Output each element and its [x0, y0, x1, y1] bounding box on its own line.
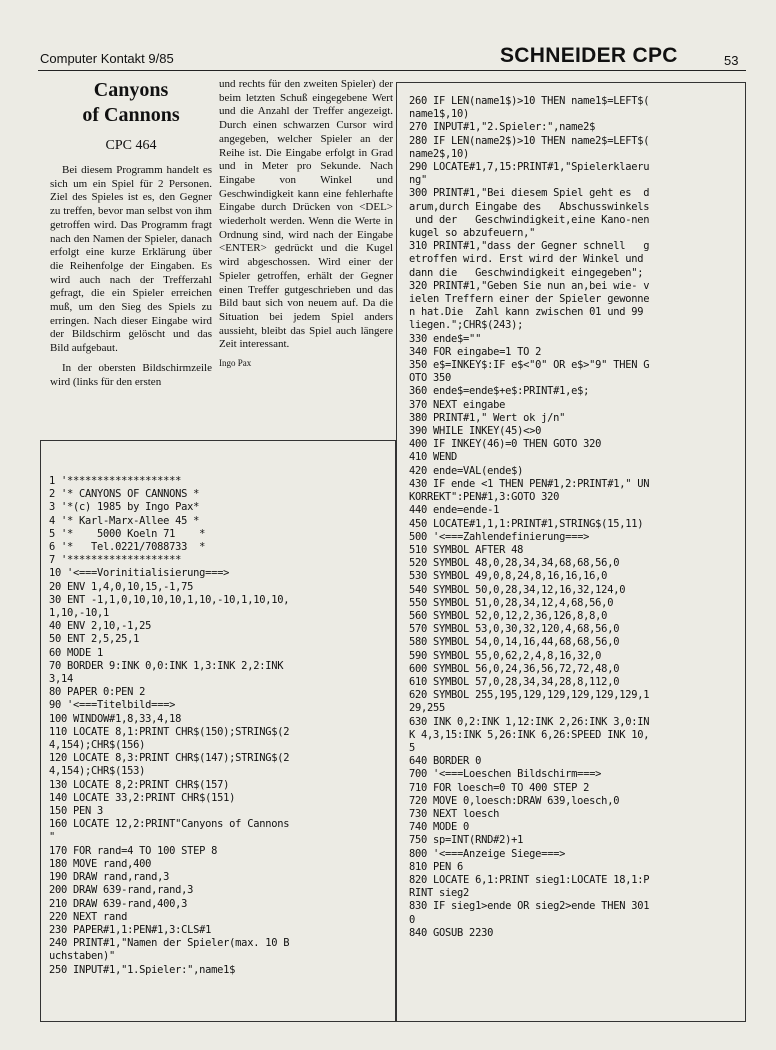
- code-line: 110 LOCATE 8,1:PRINT CHR$(150);STRING$(2: [49, 725, 290, 738]
- code-line: 290 LOCATE#1,7,15:PRINT#1,"Spielerklaeru: [409, 161, 650, 174]
- code-line: 270 INPUT#1,"2.Spieler:",name2$: [409, 121, 596, 134]
- code-line: 430 IF ende <1 THEN PEN#1,2:PRINT#1," UN: [409, 477, 650, 490]
- code-line: 730 NEXT loesch: [409, 807, 500, 820]
- code-line: 1,10,-10,1: [49, 607, 110, 620]
- code-line: 3 '*(c) 1985 by Ingo Pax*: [49, 501, 200, 514]
- code-line: 140 LOCATE 33,2:PRINT CHR$(151): [49, 791, 236, 804]
- code-line: 7 '*******************: [49, 554, 182, 567]
- code-line: OTO 350: [409, 372, 452, 385]
- code-line: 200 DRAW 639-rand,rand,3: [49, 884, 194, 897]
- code-line: 820 LOCATE 6,1:PRINT sieg1:LOCATE 18,1:P: [409, 873, 650, 886]
- code-line: 150 PEN 3: [49, 805, 104, 818]
- code-line: 6 '* Tel.0221/7088733 *: [49, 541, 206, 554]
- code-line: 3,14: [49, 673, 74, 686]
- code-line: 2 '* CANYONS OF CANNONS *: [49, 488, 200, 501]
- code-line: 340 FOR eingabe=1 TO 2: [409, 345, 542, 358]
- code-line: 450 LOCATE#1,1,1:PRINT#1,STRING$(15,11): [409, 517, 644, 530]
- code-line: 60 MODE 1: [49, 646, 104, 659]
- code-line: 310 PRINT#1,"dass der Gegner schnell g: [409, 240, 650, 253]
- code-line: KORREKT":PEN#1,3:GOTO 320: [409, 491, 560, 504]
- code-line: 190 DRAW rand,rand,3: [49, 871, 170, 884]
- code-line: arum,durch Eingabe des Abschusswinkels: [409, 200, 650, 213]
- header-rule: [38, 70, 746, 71]
- code-line: 4,154);CHR$(153): [49, 765, 146, 778]
- code-line: 50 ENT 2,5,25,1: [49, 633, 140, 646]
- code-line: 220 NEXT rand: [49, 910, 128, 923]
- code-line: 320 PRINT#1,"Geben Sie nun an,bei wie- v: [409, 279, 650, 292]
- code-line: 410 WEND: [409, 451, 458, 464]
- code-line: 620 SYMBOL 255,195,129,129,129,129,129,1: [409, 689, 650, 702]
- code-line: 510 SYMBOL AFTER 48: [409, 543, 524, 556]
- code-listing-left: [49, 475, 289, 977]
- article-column-2: [219, 78, 393, 368]
- code-line: 40 ENV 2,10,-1,25: [49, 620, 152, 633]
- code-line: 100 WINDOW#1,8,33,4,18: [49, 712, 182, 725]
- code-line: 580 SYMBOL 54,0,14,16,44,68,68,56,0: [409, 636, 620, 649]
- section-title: SCHNEIDER CPC: [500, 44, 678, 67]
- author-name: Ingo Pax: [219, 358, 252, 369]
- code-line: 330 ende$="": [409, 332, 482, 345]
- code-line: 390 WHILE INKEY(45)<>0: [409, 425, 542, 438]
- code-line: ": [49, 831, 56, 844]
- code-line: name2$,10): [409, 147, 470, 160]
- code-line: 540 SYMBOL 50,0,28,34,12,16,32,124,0: [409, 583, 626, 596]
- code-line: 180 MOVE rand,400: [49, 857, 152, 870]
- code-line: 10 '<===Vorinitialisierung===>: [49, 567, 230, 580]
- code-line: liegen.";CHR$(243);: [409, 319, 524, 332]
- code-line: 70 BORDER 9:INK 0,0:INK 1,3:INK 2,2:INK: [49, 659, 284, 672]
- code-line: 590 SYMBOL 55,0,62,2,4,8,16,32,0: [409, 649, 602, 662]
- code-line: n hat.Die Zahl kann zwischen 01 und 99: [409, 306, 644, 319]
- code-line: 5 '* 5000 Koeln 71 *: [49, 527, 206, 540]
- code-line: 0: [409, 913, 416, 926]
- code-line: etroffen wird. Erst wird der Winkel und: [409, 253, 644, 266]
- listing-box-left: [40, 440, 396, 1022]
- code-line: 80 PAPER 0:PEN 2: [49, 686, 146, 699]
- code-line: name1$,10): [409, 108, 470, 121]
- code-line: 210 DRAW 639-rand,400,3: [49, 897, 188, 910]
- code-line: 4 '* Karl-Marx-Allee 45 *: [49, 514, 200, 527]
- code-line: 440 ende=ende-1: [409, 504, 500, 517]
- code-line: 29,255: [409, 702, 446, 715]
- code-line: 370 NEXT eingabe: [409, 398, 506, 411]
- code-line: 740 MODE 0: [409, 821, 470, 834]
- code-line: uchstaben)": [49, 950, 116, 963]
- code-line: 400 IF INKEY(46)=0 THEN GOTO 320: [409, 438, 602, 451]
- code-line: 810 PEN 6: [409, 860, 464, 873]
- code-line: 500 '<===Zahlendefinierung===>: [409, 530, 590, 543]
- code-line: 550 SYMBOL 51,0,28,34,12,4,68,56,0: [409, 596, 614, 609]
- code-line: 560 SYMBOL 52,0,12,2,36,126,8,8,0: [409, 609, 608, 622]
- code-line: RINT sieg2: [409, 887, 470, 900]
- code-line: ng": [409, 174, 428, 187]
- code-line: 840 GOSUB 2230: [409, 926, 494, 939]
- article-subtitle: CPC 464: [105, 138, 157, 153]
- code-line: 700 '<===Loeschen Bildschirm===>: [409, 768, 602, 781]
- code-line: 120 LOCATE 8,3:PRINT CHR$(147);STRING$(2: [49, 752, 290, 765]
- code-line: 300 PRINT#1,"Bei diesem Spiel geht es d: [409, 187, 650, 200]
- code-line: 710 FOR loesch=0 TO 400 STEP 2: [409, 781, 590, 794]
- code-line: 170 FOR rand=4 TO 100 STEP 8: [49, 844, 218, 857]
- code-line: 4,154);CHR$(156): [49, 739, 146, 752]
- code-line: 160 LOCATE 12,2:PRINT"Canyons of Cannons: [49, 818, 290, 831]
- code-line: ielen Treffern einer der Spieler gewonne: [409, 293, 650, 306]
- code-line: und der Geschwindigkeit,eine Kano-nen: [409, 213, 650, 226]
- code-line: 1 '*******************: [49, 475, 182, 487]
- page-number: 53: [724, 53, 739, 68]
- code-line: 350 e$=INKEY$:IF e$<"0" OR e$>"9" THEN G: [409, 359, 650, 372]
- title-line-1: Canyons: [93, 79, 169, 101]
- code-line: 800 '<===Anzeige Siege===>: [409, 847, 566, 860]
- code-line: 380 PRINT#1," Wert ok j/n": [409, 411, 566, 424]
- code-line: 830 IF sieg1>ende OR sieg2>ende THEN 301: [409, 900, 650, 913]
- article-column-1: [50, 78, 212, 389]
- paragraph-1: Bei diesem Programm handelt es sich um ein Spiel für 2 Personen. Ziel des Spieles ist es, den Gegner zu treffen, bevor man selbst von ihm getroffen wird. Das Programm fragt nach den Namen der Spieler, danach erfolgt eine kurze Erklärung über die Reihenfolge der Eingaben. Es wird auch nach der Trefferzahl gefragt, die ein Spieler erreichen muß, um den Sieg des Spiels zu erringen. Nach dieser Eingabe wird der Bildschirm gelöscht und das Bild aufgebaut.: [50, 164, 212, 355]
- code-line: 30 ENT -1,1,0,10,10,10,1,10,-10,1,10,10,: [49, 593, 290, 606]
- code-line: 250 INPUT#1,"1.Spieler:",name1$: [49, 963, 236, 976]
- code-line: 130 LOCATE 8,2:PRINT CHR$(157): [49, 778, 230, 791]
- code-line: K 4,3,15:INK 5,26:INK 6,26:SPEED INK 10,: [409, 728, 650, 741]
- code-line: 720 MOVE 0,loesch:DRAW 639,loesch,0: [409, 794, 620, 807]
- code-line: 260 IF LEN(name1$)>10 THEN name1$=LEFT$(: [409, 95, 650, 107]
- code-line: 230 PAPER#1,1:PEN#1,3:CLS#1: [49, 923, 212, 936]
- code-line: 610 SYMBOL 57,0,28,34,34,28,8,112,0: [409, 675, 620, 688]
- code-line: 5: [409, 741, 416, 754]
- magazine-issue: Computer Kontakt 9/85: [40, 51, 174, 66]
- code-line: dann die Geschwindigkeit eingegeben";: [409, 266, 644, 279]
- code-listing-right: [409, 95, 649, 940]
- listing-box-right: [396, 82, 746, 1022]
- title-line-2: of Cannons: [82, 104, 180, 126]
- code-line: 570 SYMBOL 53,0,30,32,120,4,68,56,0: [409, 623, 620, 636]
- code-line: kugel so abzufeuern,": [409, 227, 536, 240]
- code-line: 90 '<===Titelbild===>: [49, 699, 176, 712]
- code-line: 360 ende$=ende$+e$:PRINT#1,e$;: [409, 385, 590, 398]
- paragraph-3: und rechts für den zweiten Spieler) der beim letzten Schuß eingegebene Wert und die Anzahl der Treffer angezeigt. Durch einen schwarzen Cursor wird angegeben, welcher Spieler an der Reihe ist. Die Eingabe erfolgt in Grad und in Meter pro Sekunde. Nach Eingabe von Winkel und Geschwindigkeit kann eine fehlerhafte Eingabe durch Drücken von <DEL> wiederholt werden. Wenn die Werte in Ordnung sind, wird nach der Eingabe <ENTER> gedrückt und die Kugel wird abgeschossen. Wird einer der Spieler getroffen, erhält der Gegner einen Treffer gutgeschrieben und das Bild baut sich von neuem auf. Da die Situation bei jedem Spiel anders aussieht, bleibt das Spiel auch längere Zeit interessant.: [219, 78, 393, 351]
- paragraph-2: In der obersten Bildschirmzeile wird (links für den ersten: [50, 361, 212, 388]
- code-line: 530 SYMBOL 49,0,8,24,8,16,16,16,0: [409, 570, 608, 583]
- code-line: 420 ende=VAL(ende$): [409, 464, 524, 477]
- code-line: 640 BORDER 0: [409, 755, 482, 768]
- code-line: 750 sp=INT(RND#2)+1: [409, 834, 524, 847]
- code-line: 240 PRINT#1,"Namen der Spieler(max. 10 B: [49, 937, 290, 950]
- code-line: 600 SYMBOL 56,0,24,36,56,72,72,48,0: [409, 662, 620, 675]
- code-line: 280 IF LEN(name2$)>10 THEN name2$=LEFT$(: [409, 134, 650, 147]
- code-line: 520 SYMBOL 48,0,28,34,34,68,68,56,0: [409, 557, 620, 570]
- article-title: [50, 78, 212, 128]
- code-line: 20 ENV 1,4,0,10,15,-1,75: [49, 580, 194, 593]
- code-line: 630 INK 0,2:INK 1,12:INK 2,26:INK 3,0:IN: [409, 715, 650, 728]
- page-header: [38, 44, 746, 72]
